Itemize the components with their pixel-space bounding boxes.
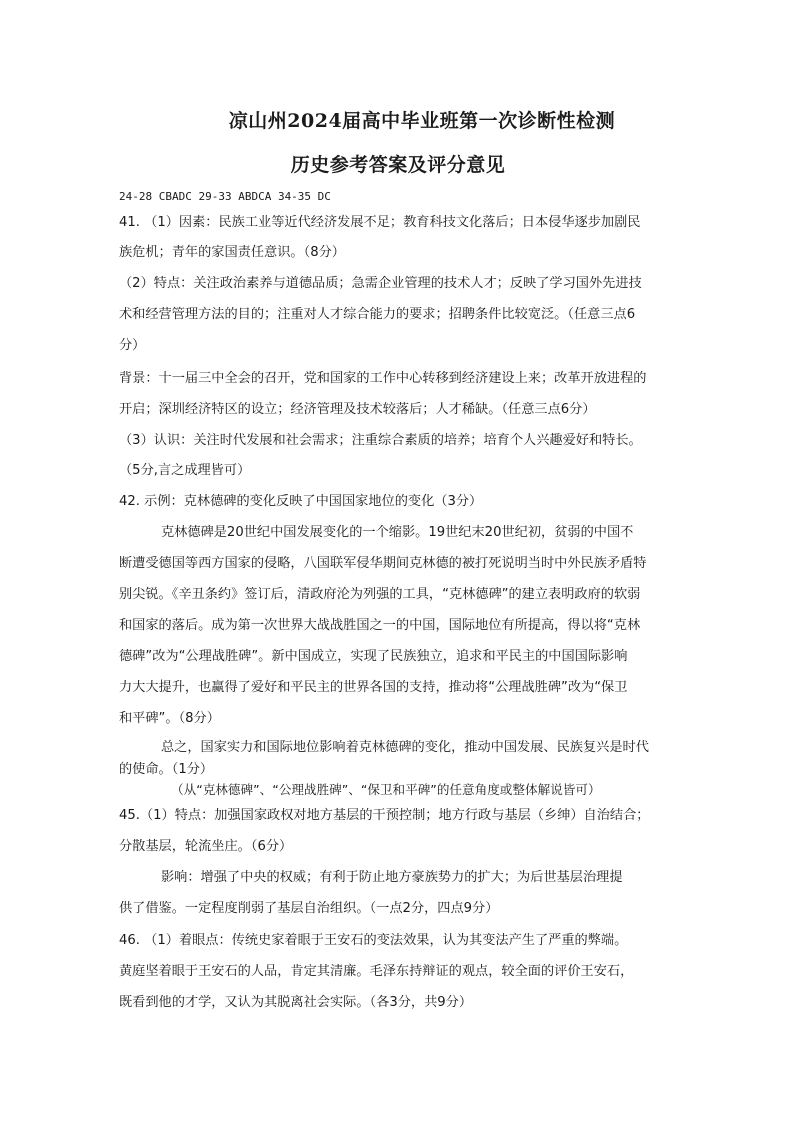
text-line: 和国家的落后。成为第一次世界大战战胜国之一的中国，国际地位有所提高，得以将“克林	[119, 618, 641, 633]
text-line: 既看到他的才学，又认为其脱离社会实际。（各3分，共9分）	[119, 995, 473, 1010]
text-line: 供了借鉴。一定程度削弱了基层自治组织。（一点2分，四点9分）	[119, 901, 499, 916]
text-line: 41. （1）因素：民族工业等近代经济发展不足；教育科技文化落后；日本侵华逐步加剧民	[119, 215, 641, 230]
text-line: 45.（1）特点：加强国家政权对地方基层的干预控制；地方行政与基层（乡绅）自治结合；	[119, 808, 650, 823]
document-title: 凉山州2024届高中毕业班第一次诊断性检测	[228, 110, 616, 132]
text-line: 42. 示例：克林德碑的变化反映了中国国家地位的变化（3分）	[119, 494, 483, 509]
text-line: 别尖锐。《辛丑条约》签订后，清政府沦为列强的工具，“克林德碑”的建立表明政府的软弱	[119, 587, 641, 602]
text-line: 总之，国家实力和国际地位影响着克林德碑的变化，推动中国发展、民族复兴是时代	[161, 740, 649, 755]
text-line: 的使命。（1分）	[119, 762, 214, 777]
text-line: 力大大提升，也赢得了爱好和平民主的世界各国的支持，推动将“公理战胜碑”改为“保卫	[119, 680, 628, 695]
text-line: 开启；深圳经济特区的设立；经济管理及技术较落后；人才稀缺。（任意三点6分）	[119, 402, 596, 417]
text-line: 背景：十一届三中全会的召开，党和国家的工作中心转移到经济建设上来；改革开放进程的	[119, 371, 647, 386]
choice-answer-key: 24-28 CBADC 29-33 ABDCA 34-35 DC	[119, 190, 331, 203]
text-line: 族危机；青年的家国责任意识。（8分）	[119, 245, 345, 260]
scoring-note: （从“克林德碑”、“公理战胜碑”、“保卫和平碑”的任意角度或整体解说皆可）	[171, 782, 601, 797]
text-line: （5分,言之成理皆可）	[119, 463, 251, 478]
text-line: 克林德碑是20世纪中国发展变化的一个缩影。19世纪末20世纪初，贫弱的中国不	[161, 525, 634, 540]
document-subtitle: 历史参考答案及评分意见	[290, 154, 506, 176]
text-line: 分散基层，轮流坐庄。（6分）	[119, 839, 293, 854]
text-line: 和平碑”。（8分）	[119, 711, 220, 726]
text-line: （3）认识：关注时代发展和社会需求；注重综合素质的培养；培育个人兴趣爱好和特长。	[119, 433, 642, 448]
text-line: 分）	[119, 338, 146, 353]
text-line: 断遭受德国等西方国家的侵略，八国联军侵华期间克林德的被打死说明当时中外民族矛盾特	[119, 556, 647, 571]
text-line: 黄庭坚着眼于王安石的人品，肯定其清廉。毛泽东持辩证的观点，较全面的评价王安石，	[119, 964, 634, 979]
text-line: 术和经营管理方法的目的；注重对人才综合能力的要求；招聘条件比较宽泛。（任意三点6	[119, 307, 636, 322]
text-line: 影响：增强了中央的权威；有利于防止地方豪族势力的扩大；为后世基层治理提	[161, 870, 623, 885]
text-line: 46. （1）着眼点：传统史家着眼于王安石的变法效果，认为其变法产生了严重的弊端。	[119, 933, 628, 948]
text-line: 德碑”改为“公理战胜碑”。新中国成立，实现了民族独立，追求和平民主的中国国际影响	[119, 649, 628, 664]
text-line: （2）特点：关注政治素养与道德品质；急需企业管理的技术人才；反映了学习国外先进技	[119, 276, 642, 291]
